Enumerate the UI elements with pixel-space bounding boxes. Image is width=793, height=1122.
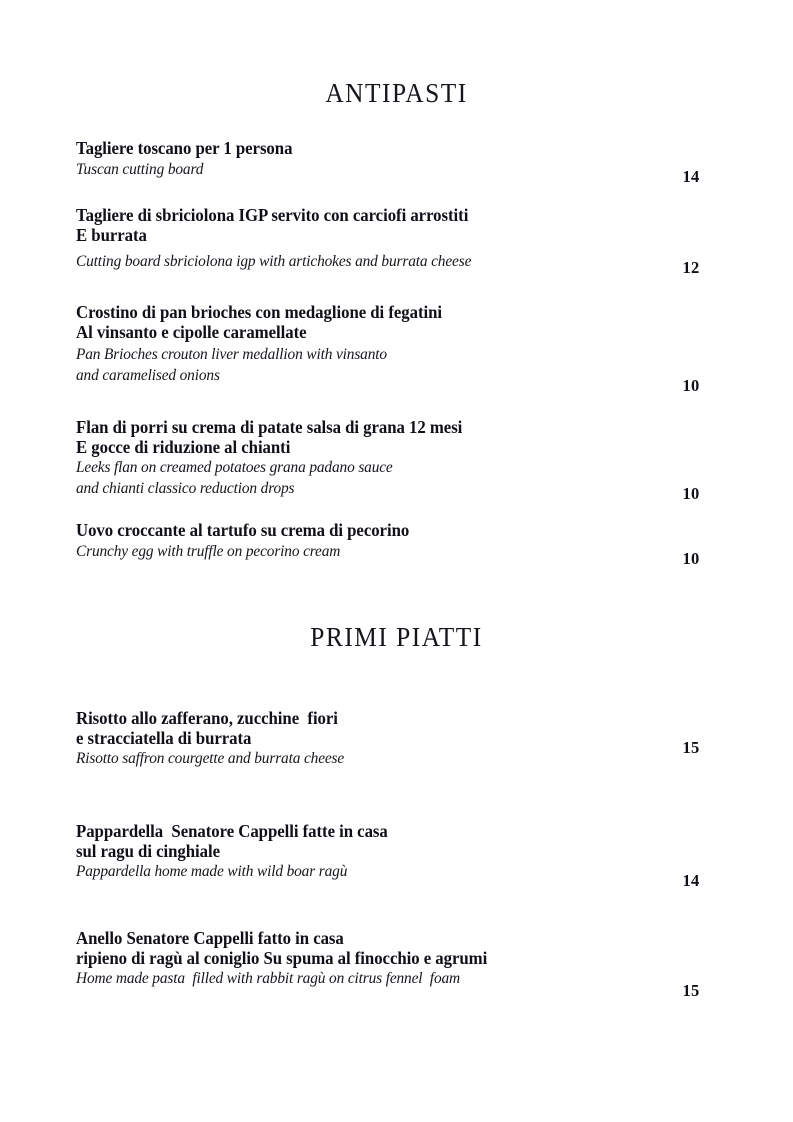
menu-item[interactable]: [76, 205, 756, 277]
menu-item-name-line: Al vinsanto e cipolle caramellate: [76, 321, 307, 342]
menu-item-description-line: Home made pasta filled with rabbit ragù on citrus fennel foam: [76, 969, 461, 987]
menu-item[interactable]: [76, 417, 756, 503]
menu-item-name-line: ripieno di ragù al coniglio Su spuma al finocchio e agrumi: [76, 947, 488, 968]
menu-item-price: 10: [682, 376, 700, 395]
menu-item-description-line: and chianti classico reduction drops: [76, 478, 295, 497]
menu-item[interactable]: [76, 821, 756, 890]
menu-item-price: 14: [682, 871, 700, 890]
menu-item-name-line: Pappardella Senatore Cappelli fatte in casa: [76, 821, 388, 841]
menu-item-description-line: Tuscan cutting board: [76, 159, 204, 178]
section-heading-antipasti: ANTIPASTI: [325, 78, 468, 108]
menu-item-description-line: and caramelised onions: [76, 365, 220, 384]
menu-item-name-line: e stracciatella di burrata: [76, 727, 252, 748]
menu-item-description-line: Pappardella home made with wild boar ragù: [76, 862, 348, 880]
menu-item-price: 14: [682, 167, 700, 186]
menu-item-name-line: Uovo croccante al tartufo su crema di pecorino: [76, 520, 410, 540]
menu-item-name-line: Crostino di pan brioches con medaglione di fegatini: [76, 302, 443, 322]
menu-item-name-line: Anello Senatore Cappelli fatto in casa: [76, 928, 344, 948]
menu-item-name-block: [76, 206, 656, 272]
menu-item-price: 15: [682, 981, 700, 1000]
menu-item-price: 10: [682, 549, 700, 568]
menu-item[interactable]: [76, 928, 756, 1000]
menu-item-price: 12: [682, 258, 700, 277]
menu-item-description-line: Risotto saffron courgette and burrata cheese: [76, 749, 345, 767]
menu-item[interactable]: [76, 302, 756, 395]
menu-item-description-line: Pan Brioches crouton liver medallion with vinsanto: [76, 345, 387, 363]
menu-item-price: 15: [682, 738, 700, 757]
menu-item-name-line: E burrata: [76, 224, 147, 245]
menu-item-name-block: [76, 709, 656, 769]
menu-item-name-block: [76, 521, 656, 561]
menu-item[interactable]: [76, 709, 756, 769]
menu-item-name-block: [76, 418, 656, 498]
menu-item-price: 10: [682, 484, 700, 503]
section-heading-primi-piatti: PRIMI PIATTI: [310, 622, 483, 652]
menu-item-name-line: Risotto allo zafferano, zucchine fiori: [76, 708, 338, 728]
menu-item-description-line: Crunchy egg with truffle on pecorino cream: [76, 541, 341, 560]
menu-item-description-line: Cutting board sbriciolona igp with artichokes and burrata cheese: [76, 252, 472, 270]
menu-item-description-line: Leeks flan on creamed potatoes grana padano sauce: [76, 458, 393, 476]
menu-item-name-block: [76, 139, 656, 179]
menu-item-name-line: E gocce di riduzione al chianti: [76, 436, 291, 457]
menu-item[interactable]: [76, 520, 756, 568]
menu-item-name-block: [76, 822, 656, 882]
menu-item-name-block: [76, 303, 656, 385]
menu-item-name-line: Tagliere toscano per 1 persona: [76, 138, 293, 158]
menu-item-name-line: Tagliere di sbriciolona IGP servito con carciofi arrostiti: [76, 205, 469, 225]
menu-item-name-block: [76, 929, 656, 989]
menu-item-name-line: sul ragu di cinghiale: [76, 840, 220, 861]
menu-item[interactable]: [76, 138, 756, 186]
menu-item-name-line: Flan di porri su crema di patate salsa di grana 12 mesi: [76, 417, 463, 437]
